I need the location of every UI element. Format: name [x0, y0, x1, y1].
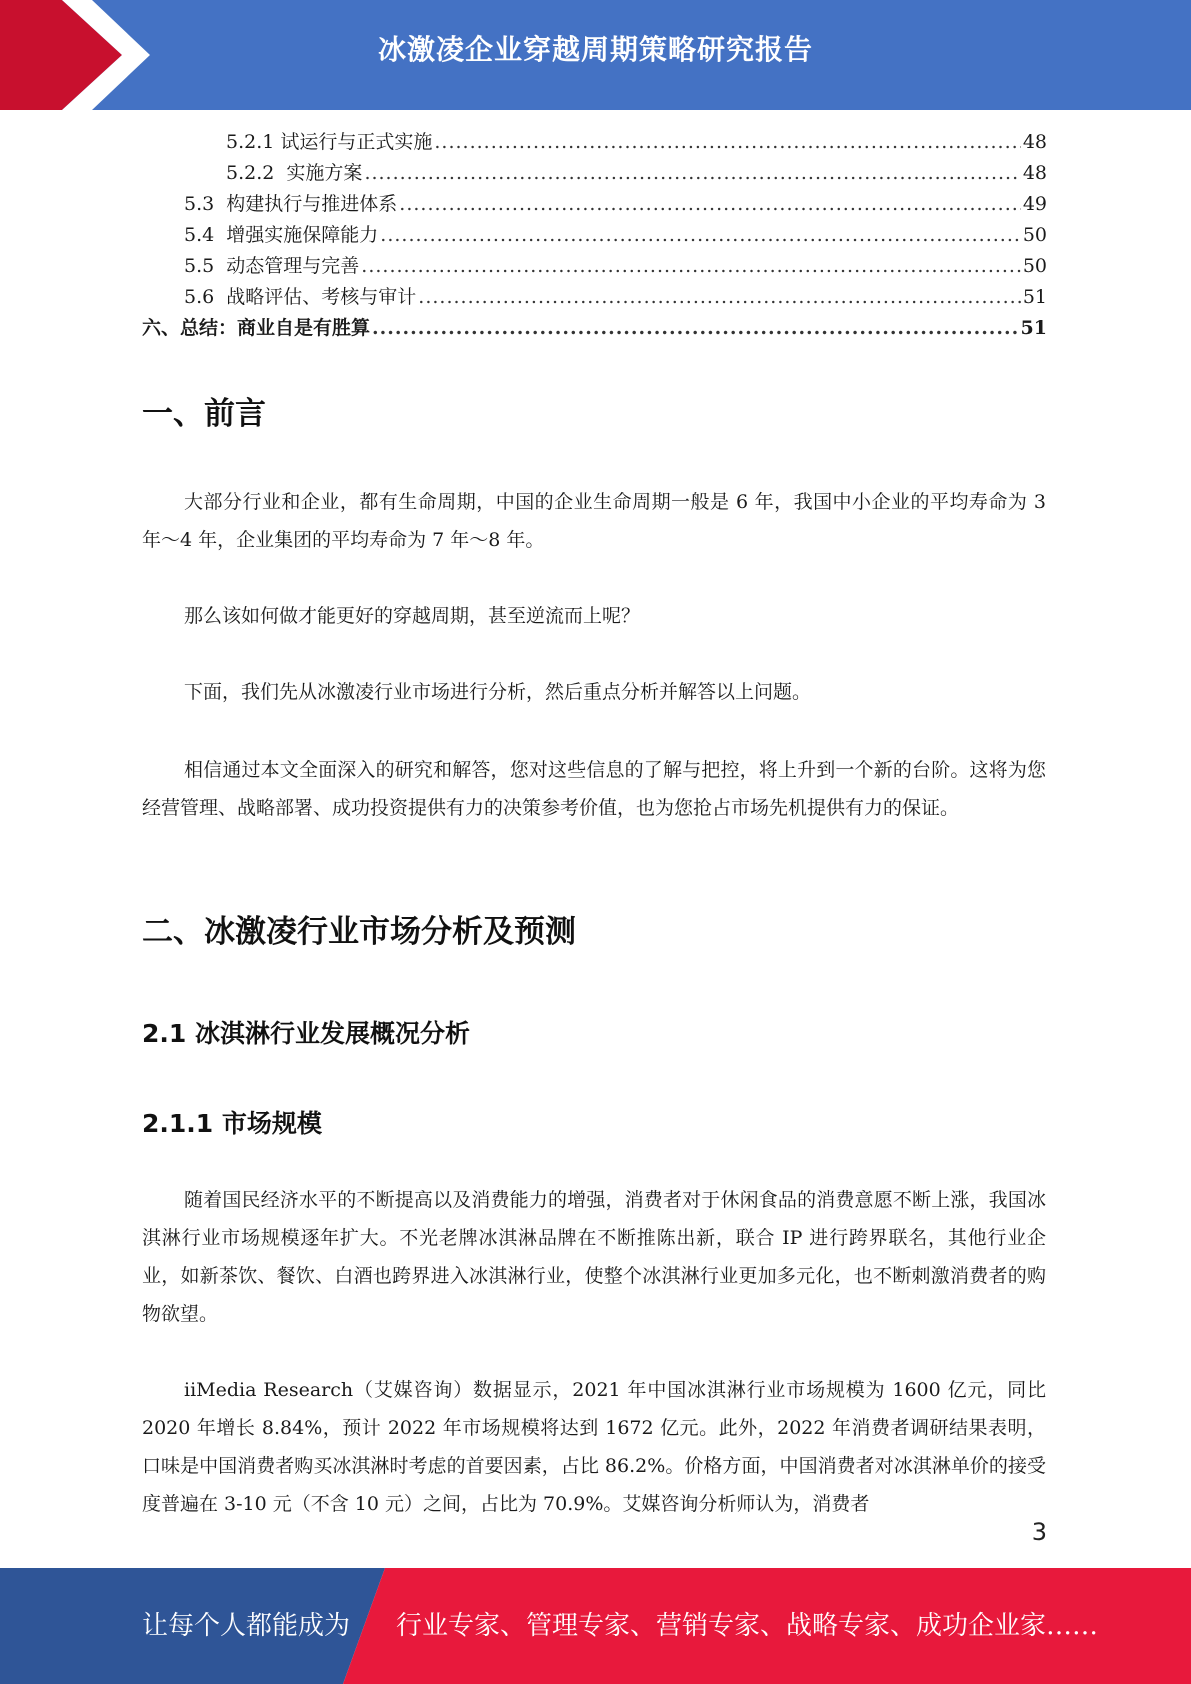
subsubsection-heading: 2.1.1 市场规模 — [142, 1109, 322, 1138]
page-footer — [0, 1568, 1191, 1684]
section-heading-preface: 一、前言 — [142, 396, 266, 432]
toc-entry-page: 51 — [1020, 317, 1047, 339]
body-paragraph: iiMedia Research（艾媒咨询）数据显示，2021 年中国冰淇淋行业市场规模为 1600 亿元，同比 2020 年增长 8.84%，预计 2022 年市场规模将达到 1672 亿元。此外，2022 年消费者调研结果表明，口味是中国消费者购买冰淇淋时考虑的首要因素，占比 86.2%。价格方面，中国消费者对冰淇淋单价的接受度普遍在 3-10 元（不含 10 元）之间，占比为 70.9%。艾媒咨询分析师认为，消费者 — [142, 1379, 1046, 1515]
toc-entry-label: 5.4 增强实施保障能力 — [184, 224, 379, 246]
toc-leader-dots — [372, 314, 1019, 342]
toc-entry[interactable] — [226, 128, 1047, 156]
toc-entry[interactable] — [184, 221, 1047, 249]
toc-entry-label: 六、总结：商业自是有胜算 — [142, 317, 371, 339]
footer-slogan-right: 行业专家、管理专家、营销专家、战略专家、成功企业家…… — [396, 1611, 1099, 1641]
toc-entry-label: 5.6 战略评估、考核与审计 — [184, 286, 417, 308]
toc-entry-page: 48 — [1022, 162, 1047, 184]
footer-slogan-left: 让每个人都能成为 — [142, 1611, 351, 1641]
toc-entry-page: 50 — [1022, 255, 1047, 277]
body-paragraph: 下面，我们先从冰激凌行业市场进行分析，然后重点分析并解答以上问题。 — [184, 681, 812, 703]
body-paragraph: 大部分行业和企业，都有生命周期，中国的企业生命周期一般是 6 年，我国中小企业的平均寿命为 3 年～4 年，企业集团的平均寿命为 7 年～8 年。 — [142, 491, 1046, 551]
section-heading-market: 二、冰激凌行业市场分析及预测 — [142, 914, 576, 950]
toc-leader-dots — [418, 283, 1021, 311]
document-title: 冰激凌企业穿越周期策略研究报告 — [377, 33, 813, 66]
toc-entry[interactable] — [184, 252, 1047, 280]
page-header — [0, 0, 1191, 110]
subsection-heading: 2.1 冰淇淋行业发展概况分析 — [142, 1019, 470, 1048]
toc-entry-chapter[interactable] — [142, 314, 1047, 342]
body-paragraph: 那么该如何做才能更好的穿越周期，甚至逆流而上呢？ — [184, 605, 641, 627]
toc-entry-page: 50 — [1022, 224, 1047, 246]
toc-entry[interactable] — [226, 159, 1047, 187]
body-paragraph: 相信通过本文全面深入的研究和解答，您对这些信息的了解与把控，将上升到一个新的台阶。这将为您经营管理、战略部署、成功投资提供有力的决策参考价值，也为您抢占市场先机提供有力的保证。 — [142, 759, 1046, 819]
page-number: 3 — [1031, 1518, 1047, 1546]
toc-entry-label: 5.5 动态管理与完善 — [184, 255, 360, 277]
toc-leader-dots — [380, 221, 1021, 249]
toc-entry[interactable] — [184, 283, 1047, 311]
toc-entry-page: 48 — [1022, 131, 1047, 153]
toc-entry[interactable] — [184, 190, 1047, 218]
body-paragraph: 随着国民经济水平的不断提高以及消费能力的增强，消费者对于休闲食品的消费意愿不断上涨，我国冰淇淋行业市场规模逐年扩大。不光老牌冰淇淋品牌在不断推陈出新，联合 IP 进行跨界联名，其他行业企业，如新茶饮、餐饮、白酒也跨界进入冰淇淋行业，使整个冰淇淋行业更加多元化，也不断刺激消费者的购物欲望。 — [142, 1189, 1046, 1325]
toc-entry-label: 5.3 构建执行与推进体系 — [184, 193, 398, 215]
toc-leader-dots — [361, 252, 1021, 280]
toc-entry-label: 5.2.2 实施方案 — [226, 162, 363, 184]
toc-entry-label: 5.2.1 试运行与正式实施 — [226, 131, 433, 153]
toc-leader-dots — [364, 159, 1020, 187]
toc-entry-page: 51 — [1022, 286, 1047, 308]
toc-leader-dots — [399, 190, 1021, 218]
toc-leader-dots — [434, 128, 1020, 156]
toc-entry-page: 49 — [1022, 193, 1047, 215]
